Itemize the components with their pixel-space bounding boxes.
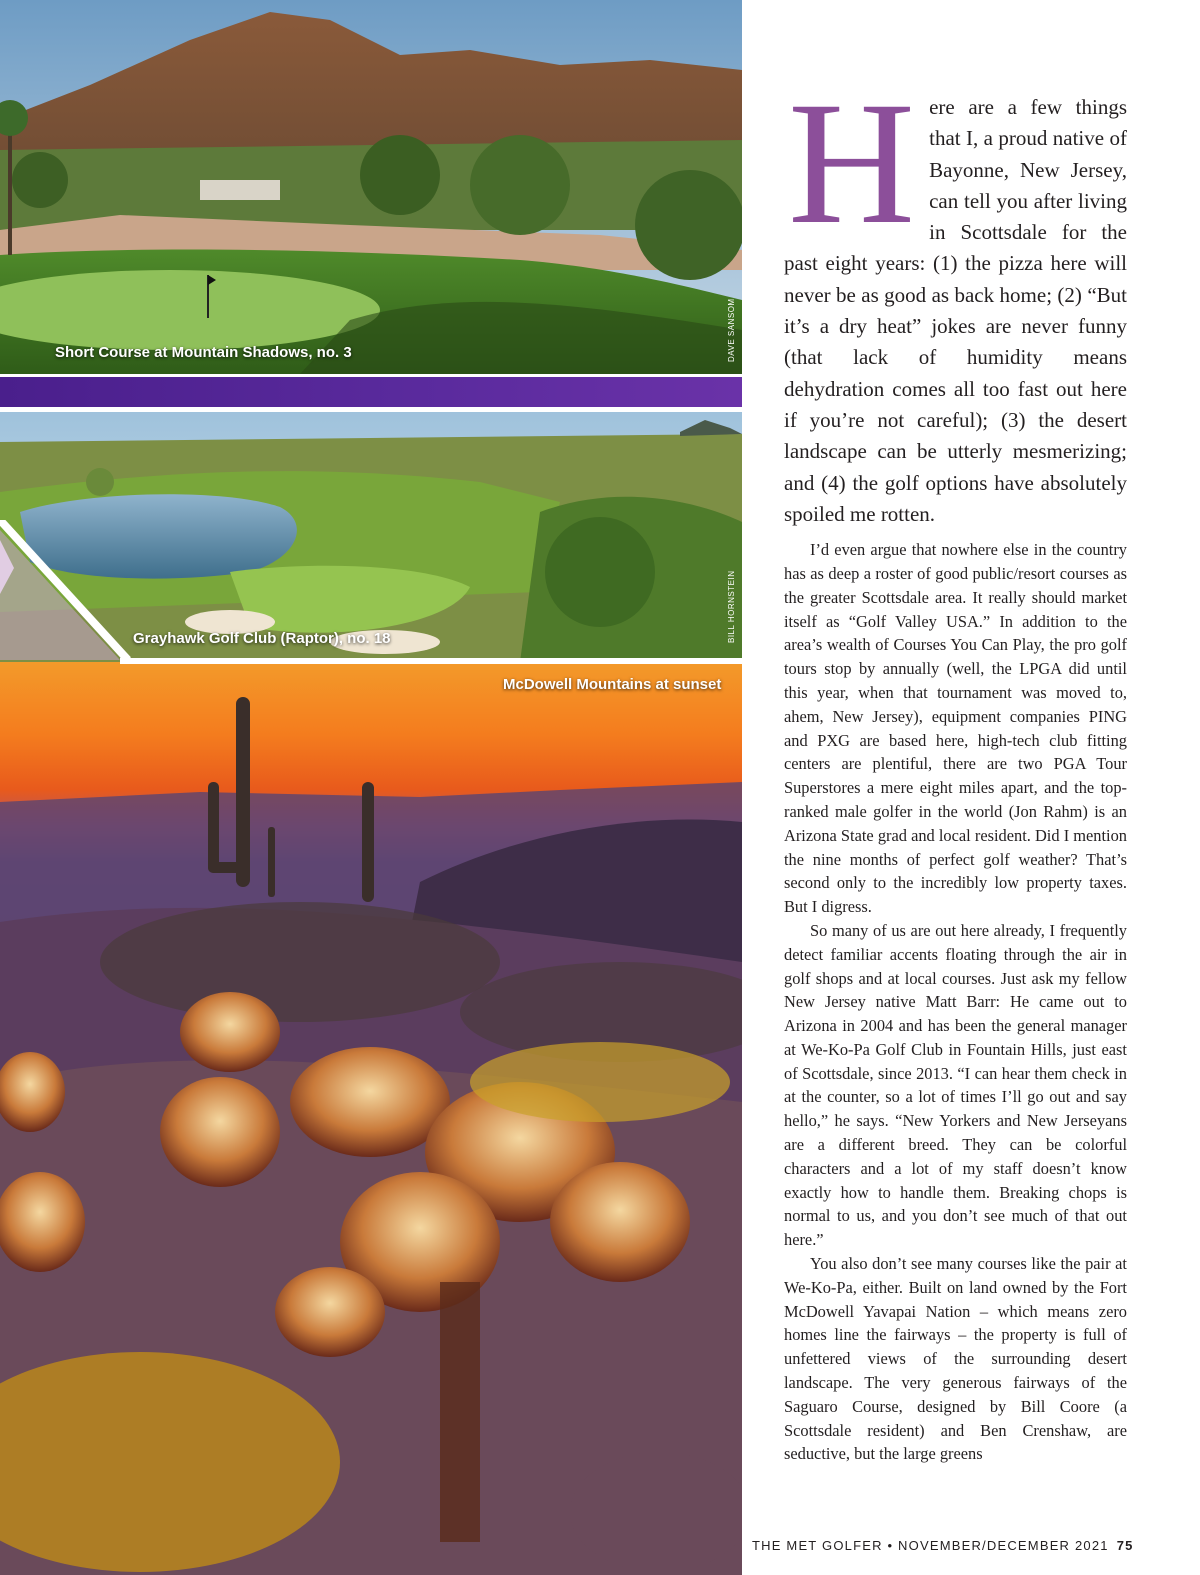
article-paragraph: I’d even argue that nowhere else in the country has as deep a roster of good public/resort courses as the greater Scottsdale area. It really should market itself as “Golf Valley USA.” In addition to the area’s wealth of Courses You Can Play, the pro golf tours stop by annually (well, the LPGA did until this year, when that tournament was moved to, ahem, New Jersey), equipment companies PING and PXG are based here, high-tech club fitting centers are plentiful, there are two PGA Tour Superstores a mere eight miles apart, and the top-ranked male golfer in the world (Jon Rahm) is an Arizona State grad and local resident. Did I mention the nine months of perfect golf weather? That’s second only to the incredibly low property taxes. But I digress.	[784, 540, 1127, 917]
article-paragraph: You also don’t see many courses like the pair at We-Ko-Pa, either. Built on land owned by the Fort McDowell Yavapai Nation – which means zero homes line the fairways – the property is full of unfettered views of the surrounding desert landscape. The very generous fairways of the Saguaro Course, designed by Bill Coore (a Scottsdale resident) and Ben Crenshaw, are seductive, but the large greens	[784, 1254, 1127, 1464]
drop-cap: H	[788, 66, 916, 261]
decorative-diagonal-frame	[0, 520, 140, 670]
golf-course-photo-icon	[0, 0, 742, 374]
article-paragraph: So many of us are out here already, I frequently detect familiar accents floating through the air in golf shops and at local courses. Just ask my fellow New Jersey native Matt Barr: He came out to Arizona in 2004 and has been the general manager at We-Ko-Pa Golf Club in Fountain Hills, just east of Scottsdale, since 2013. “I can hear them check in at the counter, so a lot of times I’ll go out and say hello,” he says. “New Yorkers and New Jerseyans are a different breed. They can be colorful characters and a lot of my staff doesn’t know exactly how to handle them. Breaking chops is normal to us, and you don’t see much of that out here.”	[784, 920, 1127, 1250]
photo-credit-mountain-shadows: DAVE SANSOM	[727, 298, 736, 362]
article-body	[784, 66, 1127, 1466]
decorative-bottom-rule	[120, 658, 742, 664]
photo-caption-mountain-shadows: Short Course at Mountain Shadows, no. 3	[55, 344, 352, 361]
publication-name-date: THE MET GOLFER • NOVEMBER/DECEMBER 2021	[752, 1538, 1109, 1553]
photo-caption-mcdowell-sunset: McDowell Mountains at sunset	[503, 676, 722, 693]
decorative-purple-band	[0, 377, 742, 407]
photo-credit-grayhawk: BILL HORNSTEIN	[727, 570, 736, 643]
photo-mountain-shadows	[0, 0, 742, 374]
page-number: 75	[1116, 1538, 1134, 1553]
page-footer	[752, 1538, 1134, 1553]
desert-sunset-photo-icon	[0, 662, 742, 1575]
article-lead-paragraph: ere are a few things that I, a proud native of Bayonne, New Jersey, can tell you after living in Scottsdale for the past eight years: (1) the pizza here will never be as good as back home; (2) “But it’s a dry heat” jokes are never funny (that lack of humidity means dehydration comes all too fast out here if you’re not careful); (3) the desert landscape can be utterly mesmerizing; and (4) the golf options have absolutely spoiled me rotten.	[784, 95, 1127, 526]
photo-mcdowell-sunset	[0, 662, 742, 1575]
photo-caption-grayhawk: Grayhawk Golf Club (Raptor), no. 18	[133, 630, 391, 647]
